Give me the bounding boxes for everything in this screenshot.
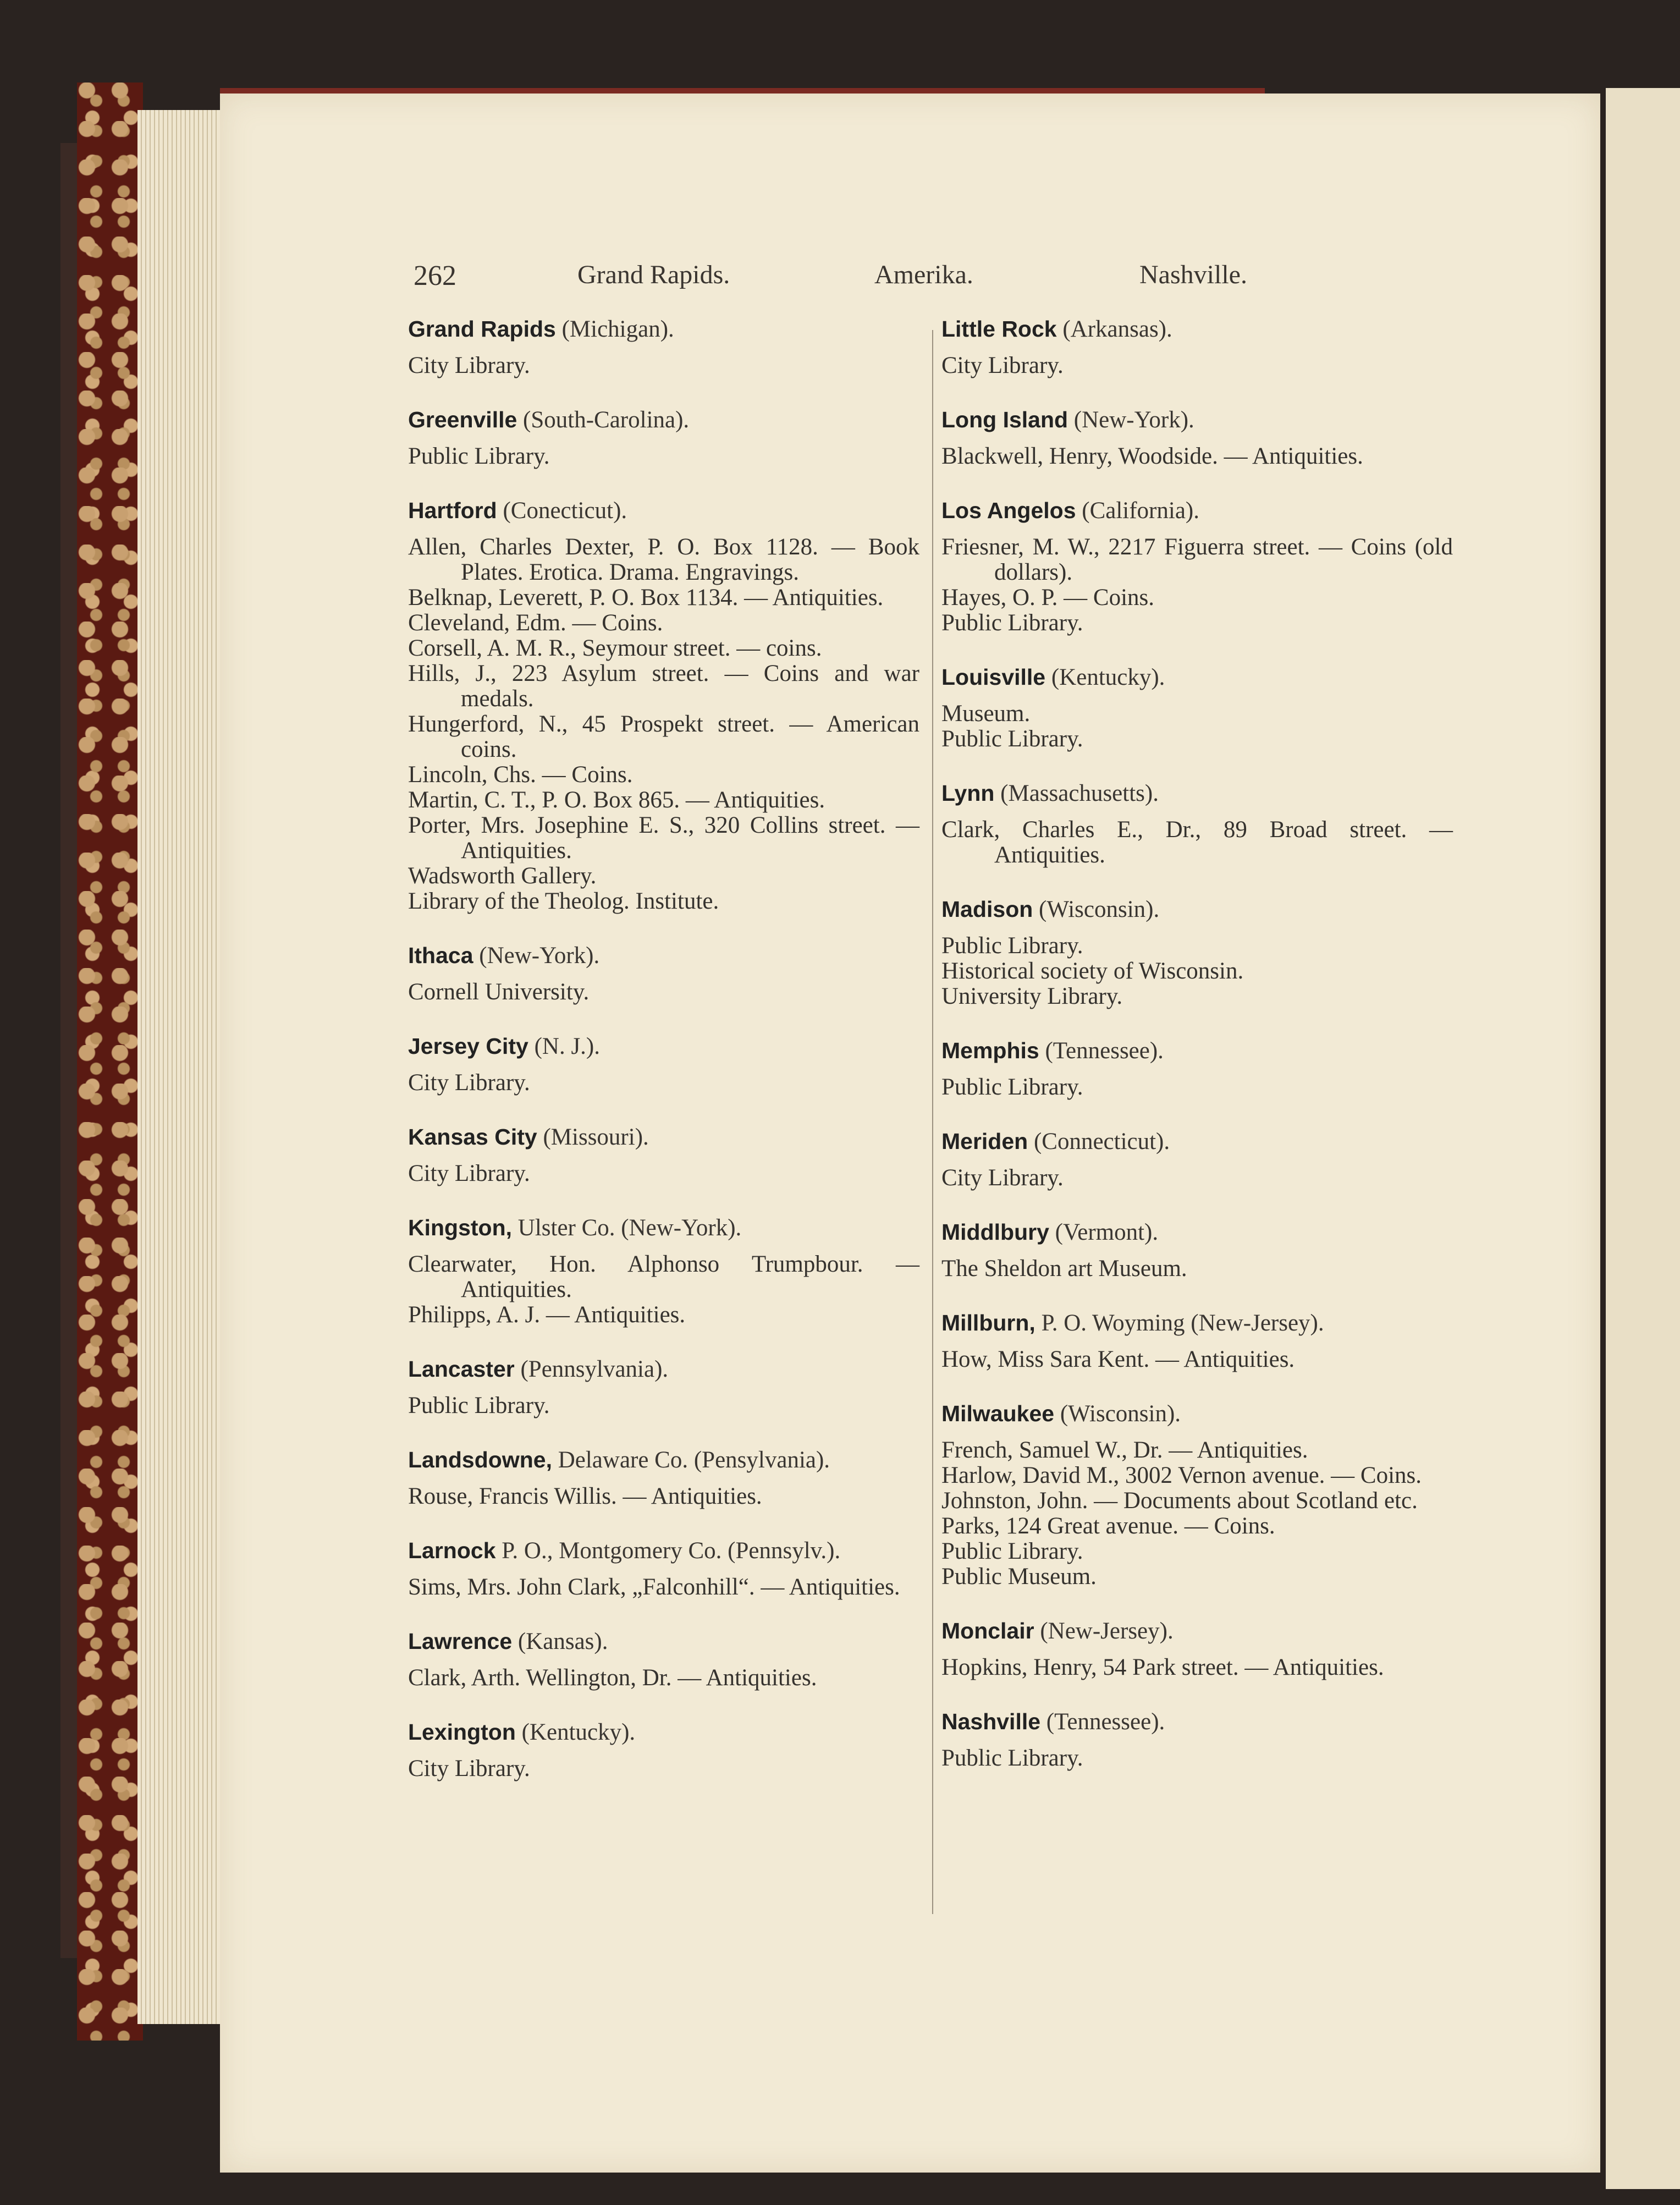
- entry-item: How, Miss Sara Kent. — Antiquities.: [941, 1346, 1295, 1372]
- directory-entry: [941, 780, 1453, 868]
- city-name: Lynn: [941, 780, 995, 806]
- entry-item: City Library.: [408, 1070, 530, 1096]
- entry-heading: [941, 780, 1453, 806]
- city-region: (Missouri).: [543, 1124, 649, 1150]
- city-region: P. O. Woyming (New-Jersey).: [1041, 1310, 1324, 1336]
- city-name: Kingston,: [408, 1215, 513, 1240]
- city-name: Lancaster: [408, 1356, 515, 1382]
- header-center: Amerika.: [874, 260, 973, 289]
- entry-heading: [941, 1618, 1453, 1644]
- city-region: (New-York).: [479, 943, 600, 969]
- directory-entry: [408, 407, 919, 469]
- entry-item: Hungerford, N., 45 Prospekt street. — American coins.: [408, 711, 919, 762]
- city-region: Ulster Co. (New-York).: [517, 1215, 742, 1241]
- entry-item: The Sheldon art Museum.: [941, 1256, 1187, 1282]
- entry-heading: [408, 1719, 919, 1745]
- entry-item: Clearwater, Hon. Alphonso Trumpbour. — Antiquities.: [408, 1251, 919, 1302]
- entry-heading: [941, 1219, 1453, 1245]
- city-region: (Vermont).: [1055, 1219, 1159, 1245]
- city-region: (Wisconsin).: [1039, 897, 1160, 922]
- entry-item: City Library.: [408, 1161, 530, 1186]
- directory-entry: [408, 1629, 919, 1691]
- entry-item: Belknap, Leverett, P. O. Box 1134. — Antiquities.: [408, 585, 884, 611]
- directory-entry: [941, 1310, 1453, 1372]
- right-column: [941, 316, 1453, 1800]
- entry-item: Cleveland, Edm. — Coins.: [408, 610, 663, 636]
- entry-heading: [408, 1033, 919, 1059]
- entry-item: Public Library.: [941, 726, 1083, 752]
- city-name: Landsdowne,: [408, 1447, 552, 1472]
- city-region: P. O., Montgomery Co. (Pennsylv.).: [502, 1538, 841, 1564]
- entry-item: Public Library.: [941, 610, 1083, 636]
- entry-item: Corsell, A. M. R., Seymour street. — coins.: [408, 635, 822, 661]
- city-region: (South-Carolina).: [523, 407, 690, 433]
- directory-entry: [408, 1033, 919, 1096]
- entry-item: Blackwell, Henry, Woodside. — Antiquities.: [941, 443, 1363, 469]
- running-header: [414, 260, 1266, 304]
- marbled-cover: [77, 83, 143, 2041]
- city-name: Lawrence: [408, 1629, 513, 1654]
- directory-entry: [941, 1709, 1453, 1771]
- directory-entry: [941, 664, 1453, 752]
- entry-heading: [941, 664, 1453, 690]
- directory-entry: [408, 1356, 919, 1418]
- directory-entry: [941, 498, 1453, 636]
- entry-item: Hills, J., 223 Asylum street. — Coins and war medals.: [408, 661, 919, 712]
- entry-heading: [408, 407, 919, 433]
- directory-entry: [941, 1038, 1453, 1100]
- entry-item: Friesner, M. W., 2217 Figuerra street. — Coins (old dollars).: [941, 534, 1453, 585]
- city-name: Ithaca: [408, 943, 473, 968]
- city-name: Memphis: [941, 1038, 1039, 1063]
- entry-item: Porter, Mrs. Josephine E. S., 320 Collins street. — Antiquities.: [408, 812, 919, 864]
- directory-entry: [408, 1447, 919, 1509]
- entry-heading: [941, 407, 1453, 433]
- directory-entry: [941, 897, 1453, 1009]
- city-name: Hartford: [408, 498, 497, 523]
- page-edges: [137, 110, 225, 2024]
- entry-item: French, Samuel W., Dr. — Antiquities.: [941, 1437, 1308, 1463]
- entry-item: Public Library.: [941, 1538, 1083, 1564]
- directory-entry: [941, 407, 1453, 469]
- entry-heading: [941, 1401, 1453, 1427]
- city-region: (Pennsylvania).: [520, 1356, 669, 1382]
- adjacent-page: [1606, 88, 1680, 2189]
- city-region: (Kansas).: [517, 1629, 608, 1654]
- entry-heading: [408, 943, 919, 969]
- directory-entry: [408, 1124, 919, 1186]
- directory-entry: [941, 1219, 1453, 1282]
- directory-entry: [941, 1401, 1453, 1590]
- city-name: Millburn,: [941, 1310, 1035, 1335]
- page-number: 262: [414, 260, 456, 292]
- city-region: (New-Jersey).: [1040, 1618, 1174, 1644]
- entry-item: Martin, C. T., P. O. Box 865. — Antiquities.: [408, 787, 825, 813]
- entry-item: Wadsworth Gallery.: [408, 863, 597, 889]
- city-region: (Conecticut).: [503, 498, 627, 524]
- entry-item: Allen, Charles Dexter, P. O. Box 1128. — Book Plates. Erotica. Drama. Engravings.: [408, 534, 919, 585]
- entry-heading: [408, 1629, 919, 1654]
- city-region: (Kentucky).: [521, 1719, 636, 1745]
- city-name: Larnock: [408, 1538, 496, 1563]
- city-region: (Wisconsin).: [1060, 1401, 1181, 1427]
- entry-heading: [941, 1038, 1453, 1064]
- entry-item: Museum.: [941, 701, 1031, 727]
- directory-entry: [408, 1215, 919, 1328]
- entry-item: Clark, Arth. Wellington, Dr. — Antiquities.: [408, 1665, 817, 1691]
- city-name: Long Island: [941, 407, 1068, 432]
- entry-heading: [408, 1538, 919, 1564]
- city-name: Milwaukee: [941, 1401, 1055, 1426]
- entry-item: University Library.: [941, 983, 1123, 1009]
- entry-item: Johnston, John. — Documents about Scotland etc.: [941, 1488, 1418, 1514]
- city-region: (Tennessee).: [1046, 1709, 1165, 1735]
- entry-item: Parks, 124 Great avenue. — Coins.: [941, 1513, 1275, 1539]
- entry-item: Public Library.: [941, 1074, 1083, 1100]
- city-name: Madison: [941, 897, 1033, 922]
- city-name: Jersey City: [408, 1033, 528, 1059]
- entry-item: Public Library.: [408, 443, 550, 469]
- directory-entry: [941, 1618, 1453, 1680]
- entry-item: Public Library.: [941, 1745, 1083, 1771]
- left-column: [408, 316, 919, 1810]
- entry-heading: [941, 316, 1453, 342]
- entry-heading: [408, 1447, 919, 1473]
- city-region: (N. J.).: [534, 1033, 601, 1059]
- entry-item: City Library.: [408, 1756, 530, 1781]
- header-right: Nashville.: [1139, 260, 1247, 289]
- city-name: Greenville: [408, 407, 517, 432]
- directory-entry: [408, 943, 919, 1005]
- entry-item: Sims, Mrs. John Clark, „Falconhill“. — Antiquities.: [408, 1574, 900, 1600]
- city-name: Middlbury: [941, 1219, 1049, 1245]
- directory-entry: [408, 1538, 919, 1600]
- directory-entry: [941, 1129, 1453, 1191]
- entry-item: Public Library.: [941, 933, 1083, 959]
- city-region: (Michigan).: [561, 316, 674, 342]
- entry-heading: [408, 316, 919, 342]
- directory-entry: [408, 1719, 919, 1781]
- city-region: (Arkansas).: [1062, 316, 1172, 342]
- entry-item: Hayes, O. P. — Coins.: [941, 585, 1155, 611]
- entry-item: Lincoln, Chs. — Coins.: [408, 762, 633, 788]
- city-name: Kansas City: [408, 1124, 537, 1150]
- city-name: Grand Rapids: [408, 316, 556, 342]
- city-region: (Massachusetts).: [1000, 780, 1159, 806]
- city-region: (New-York).: [1073, 407, 1194, 433]
- entry-item: Rouse, Francis Willis. — Antiquities.: [408, 1483, 762, 1509]
- city-name: Monclair: [941, 1618, 1034, 1643]
- entry-item: Public Museum.: [941, 1564, 1097, 1590]
- city-name: Los Angelos: [941, 498, 1076, 523]
- entry-item: Clark, Charles E., Dr., 89 Broad street. — Antiquities.: [941, 817, 1453, 868]
- city-name: Meriden: [941, 1129, 1028, 1154]
- city-name: Lexington: [408, 1719, 516, 1745]
- city-name: Little Rock: [941, 316, 1057, 342]
- entry-heading: [941, 1310, 1453, 1336]
- column-divider: [932, 330, 933, 1914]
- entry-item: City Library.: [941, 353, 1064, 378]
- entry-item: Philipps, A. J. — Antiquities.: [408, 1302, 686, 1328]
- entry-heading: [408, 1124, 919, 1150]
- city-name: Nashville: [941, 1709, 1041, 1734]
- header-left: Grand Rapids.: [577, 260, 730, 289]
- entry-item: Library of the Theolog. Institute.: [408, 888, 719, 914]
- city-name: Louisville: [941, 664, 1046, 690]
- city-region: Delaware Co. (Pensylvania).: [558, 1447, 830, 1473]
- entry-heading: [941, 897, 1453, 922]
- entry-heading: [941, 1709, 1453, 1735]
- city-region: (Connecticut).: [1033, 1129, 1170, 1154]
- directory-entry: [408, 316, 919, 378]
- city-region: (Kentucky).: [1051, 664, 1165, 690]
- entry-item: Harlow, David M., 3002 Vernon avenue. — Coins.: [941, 1462, 1422, 1488]
- city-region: (California).: [1082, 498, 1199, 524]
- entry-heading: [408, 1215, 919, 1241]
- entry-item: Cornell University.: [408, 979, 590, 1005]
- entry-item: City Library.: [408, 353, 530, 378]
- entry-heading: [941, 498, 1453, 524]
- entry-item: Public Library.: [408, 1393, 550, 1418]
- city-region: (Tennessee).: [1045, 1038, 1164, 1064]
- entry-item: Historical society of Wisconsin.: [941, 958, 1244, 984]
- entry-item: City Library.: [941, 1165, 1064, 1191]
- directory-entry: [941, 316, 1453, 378]
- entry-heading: [408, 1356, 919, 1382]
- entry-item: Hopkins, Henry, 54 Park street. — Antiquities.: [941, 1654, 1384, 1680]
- entry-heading: [408, 498, 919, 524]
- entry-heading: [941, 1129, 1453, 1154]
- directory-entry: [408, 498, 919, 914]
